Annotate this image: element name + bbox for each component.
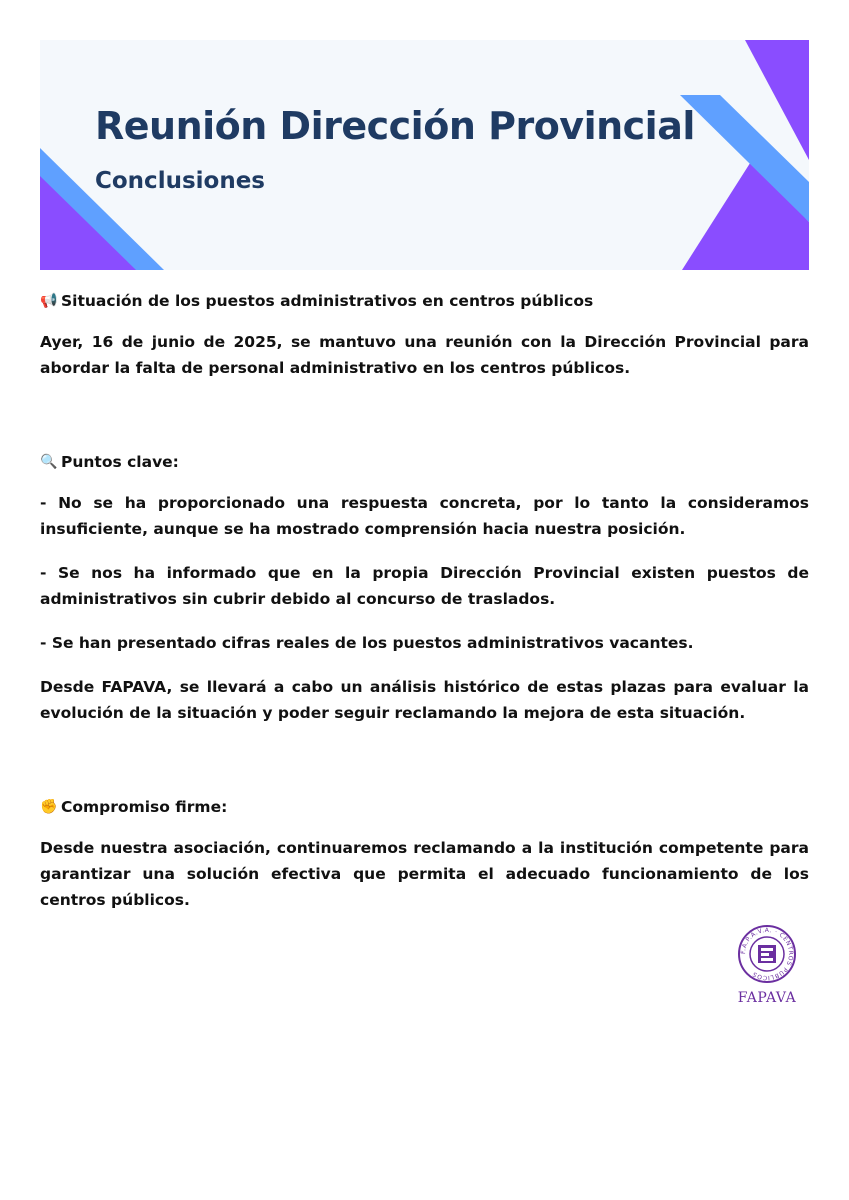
magnifier-icon: 🔍 — [40, 454, 58, 470]
logo-seal-icon — [737, 924, 797, 984]
heading-text: Situación de los puestos administrativos en centros públicos — [61, 292, 594, 310]
raised-fist-icon: ✊ — [40, 799, 58, 815]
heading-text: Puntos clave: — [61, 453, 179, 471]
paragraph-compromiso: Desde nuestra asociación, continuaremos reclamando a la institución competente para garantizar una solución efectiva que permita el adecuado funcionamiento de los centros públicos. — [40, 839, 809, 909]
heading-text: Compromiso firme: — [61, 798, 228, 816]
logo-text: FAPAVA — [737, 990, 797, 1006]
fapava-logo — [726, 924, 808, 1006]
paragraph-situacion: Ayer, 16 de junio de 2025, se mantuvo una reunión con la Dirección Provincial para abordar la falta de personal administrativo en los centros públicos. — [40, 333, 809, 377]
document-body — [40, 288, 809, 913]
page-subtitle: Conclusiones — [95, 168, 265, 194]
banner-decoration — [40, 40, 809, 270]
section-heading-puntos — [40, 449, 809, 475]
bullet-item: - Se han presentado cifras reales de los puestos administrativos vacantes. — [40, 634, 694, 652]
bullet-item: - Se nos ha informado que en la propia Dirección Provincial existen puestos de administrativos sin cubrir debido al concurso de traslados. — [40, 564, 809, 608]
header-banner — [40, 40, 809, 270]
section-heading-situacion — [40, 288, 809, 314]
bullet-item: - No se ha proporcionado una respuesta concreta, por lo tanto la consideramos insuficiente, aunque se ha mostrado comprensión hacia nuestra posición. — [40, 494, 809, 538]
page-title: Reunión Dirección Provincial — [95, 104, 695, 148]
svg-text:F.A.P.A.V.A. · CENTROS PÚBLICO: F.A.P.A.V.A. · CENTROS PÚBLICOS — [739, 926, 795, 982]
paragraph-fapava: Desde FAPAVA, se llevará a cabo un análisis histórico de estas plazas para evaluar la evolución de la situación y poder seguir reclamando la mejora de esta situación. — [40, 678, 809, 722]
section-heading-compromiso — [40, 794, 809, 820]
megaphone-icon: 📢 — [40, 293, 58, 309]
